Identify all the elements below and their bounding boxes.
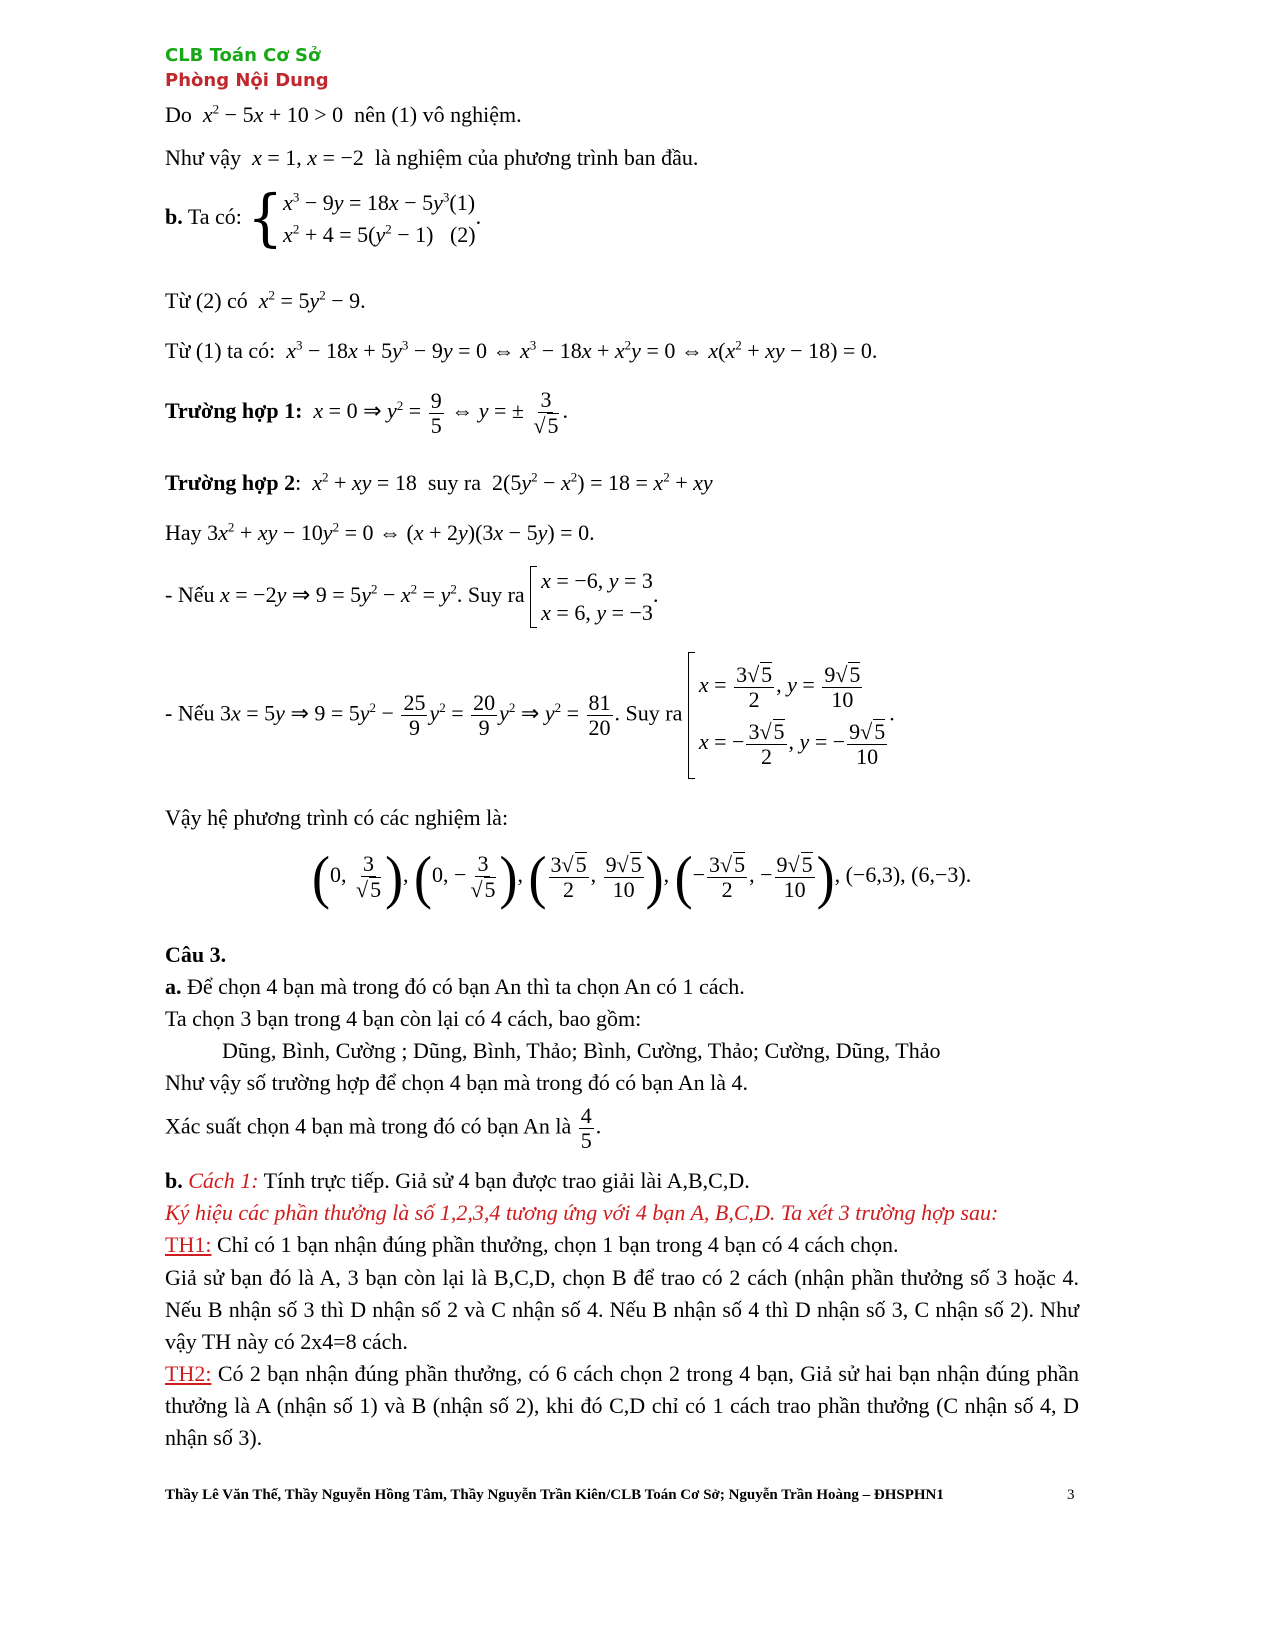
line-case-2: Trường hợp 2: $x^2$ + xy = 18 suy ra $2(5y^2 - x^2) = 18 = x^2$ + xy	[165, 469, 713, 495]
line-a: a. Để chọn 4 bạn mà trong đó có bạn An thì ta chọn An có 1 cách.	[165, 974, 745, 999]
line-subcase-1: - Nếu x = −2y ⇒ $9 = 5y^2 - x^2 = y^2$. Suy ra x = −6, y = 3 x = 6, y = −3 .	[165, 566, 658, 628]
line-factor: Hay $3x^2$ + xy − $10y^2 = 0$ ⇔ (x + 2y)(3x − 5y) = 0.	[165, 519, 595, 545]
footer-authors: Thầy Lê Văn Thế, Thầy Nguyễn Hồng Tâm, Thầy Nguyễn Trần Kiên/CLB Toán Cơ Sở; Nguyễn Trần Hoàng – ĐHSPHN1	[165, 1487, 944, 1503]
line-subcase-2: - Nếu 3x = 5y ⇒ $9 = 5y^2$ − $\frac{25}{9}$ $y^2$ = $\frac{20}{9}$ $y^2$ ⇒ $y^2$ = $\frac{81}{20}$ . Suy ra x = $\frac{3√5}{2}$ , y = $\frac{9√5}{10}$ x = − $\frac{3√5}{2}$ , y = − $\frac{9√5}{10}$ .	[165, 652, 895, 779]
solution-set: (0, $\frac{3}{√5}$ ), (0, − $\frac{3}{√5}$ ), ( $\frac{3√5}{2}$ , $\frac{9√5}{10}$ ), (− $\frac{3√5}{2}$ , − $\frac{9√5}{10}$ ), (−6,3), (6,−3).	[312, 844, 972, 910]
line-count: Như vậy số trường hợp để chọn 4 bạn mà trong đó có bạn An là 4.	[165, 1070, 748, 1095]
line-b-method-1: b. Cách 1: Tính trực tiếp. Giả sử 4 bạn được trao giải lài A,B,C,D.	[165, 1168, 750, 1193]
para-th2: TH2: Có 2 bạn nhận đúng phần thưởng, có 6 cách chọn 2 trong 4 bạn, Giả sử hai bạn nhận đúng phần thưởng là A (nhận số 1) và B (nhận số 2), khi đó C,D chỉ có 1 cách trao phần thưởng (C nhận số 4, D nhận số 3).	[165, 1361, 1079, 1450]
line-choose-3: Ta chọn 3 bạn trong 4 bạn còn lại có 4 cách, bao gồm:	[165, 1006, 642, 1031]
line-th1: TH1: Chỉ có 1 bạn nhận đúng phần thưởng, chọn 1 bạn trong 4 bạn có 4 cách chọn.	[165, 1232, 899, 1257]
line-from-1: Từ (1) ta có: $x^3 - 18x + 5y^3 - 9y = 0$ ⇔ $x^3 - 18x + x^2y = 0$ ⇔ $x(x^2$ + xy − 18) = 0.	[165, 337, 878, 363]
para-th1-detail: Giả sử bạn đó là A, 3 bạn còn lại là B,C,D, chọn B để trao có 2 cách (nhận phần thưởng số 3 hoặc 4. Nếu B nhận số 3 thì D nhận số 2 và C nhận số 4. Nếu B nhận số 4 thì D nhận số 3, C nhận số 2). Như vậy TH này có 2x4=8 cách.	[165, 1265, 1079, 1354]
line-from-2: Từ (2) có $x^2 = 5y^2 - 9$.	[165, 287, 366, 313]
line-probability: Xác suất chọn 4 bạn mà trong đó có bạn An là $\frac{4}{5}$ .	[165, 1103, 602, 1154]
header-department: Phòng Nội Dung	[165, 70, 329, 91]
section-cau-3: Câu 3.	[165, 942, 227, 967]
line-conclusion: Vậy hệ phương trình có các nghiệm là:	[165, 805, 509, 830]
system-equations: b. Ta có: { $x^3 - 9y = 18x - 5y^3(1)$ $x^2 + 4 = 5(y^2 - 1)$ (2) .	[165, 182, 482, 255]
line-solutions-x: Như vậy x = 1, x = −2 là nghiệm của phương trình ban đầu.	[165, 145, 699, 170]
page-number: 3	[1067, 1487, 1075, 1503]
line-no-solution: Do $x^2 - 5x + 10 > 0$ nên (1) vô nghiệm.	[165, 101, 522, 127]
line-notation: Ký hiệu các phần thưởng là số 1,2,3,4 tương ứng với 4 bạn A, B,C,D. Ta xét 3 trường hợp sau:	[165, 1200, 999, 1225]
line-groups: Dũng, Bình, Cường ; Dũng, Bình, Thảo; Bình, Cường, Thảo; Cường, Dũng, Thảo	[222, 1038, 941, 1063]
header-club: CLB Toán Cơ Sở	[165, 45, 321, 66]
line-case-1: Trường hợp 1: x = 0 ⇒ $y^2$ = $\frac{9}{5}$ ⇔ y = ± $\frac{3}{√5}$ .	[165, 387, 569, 439]
